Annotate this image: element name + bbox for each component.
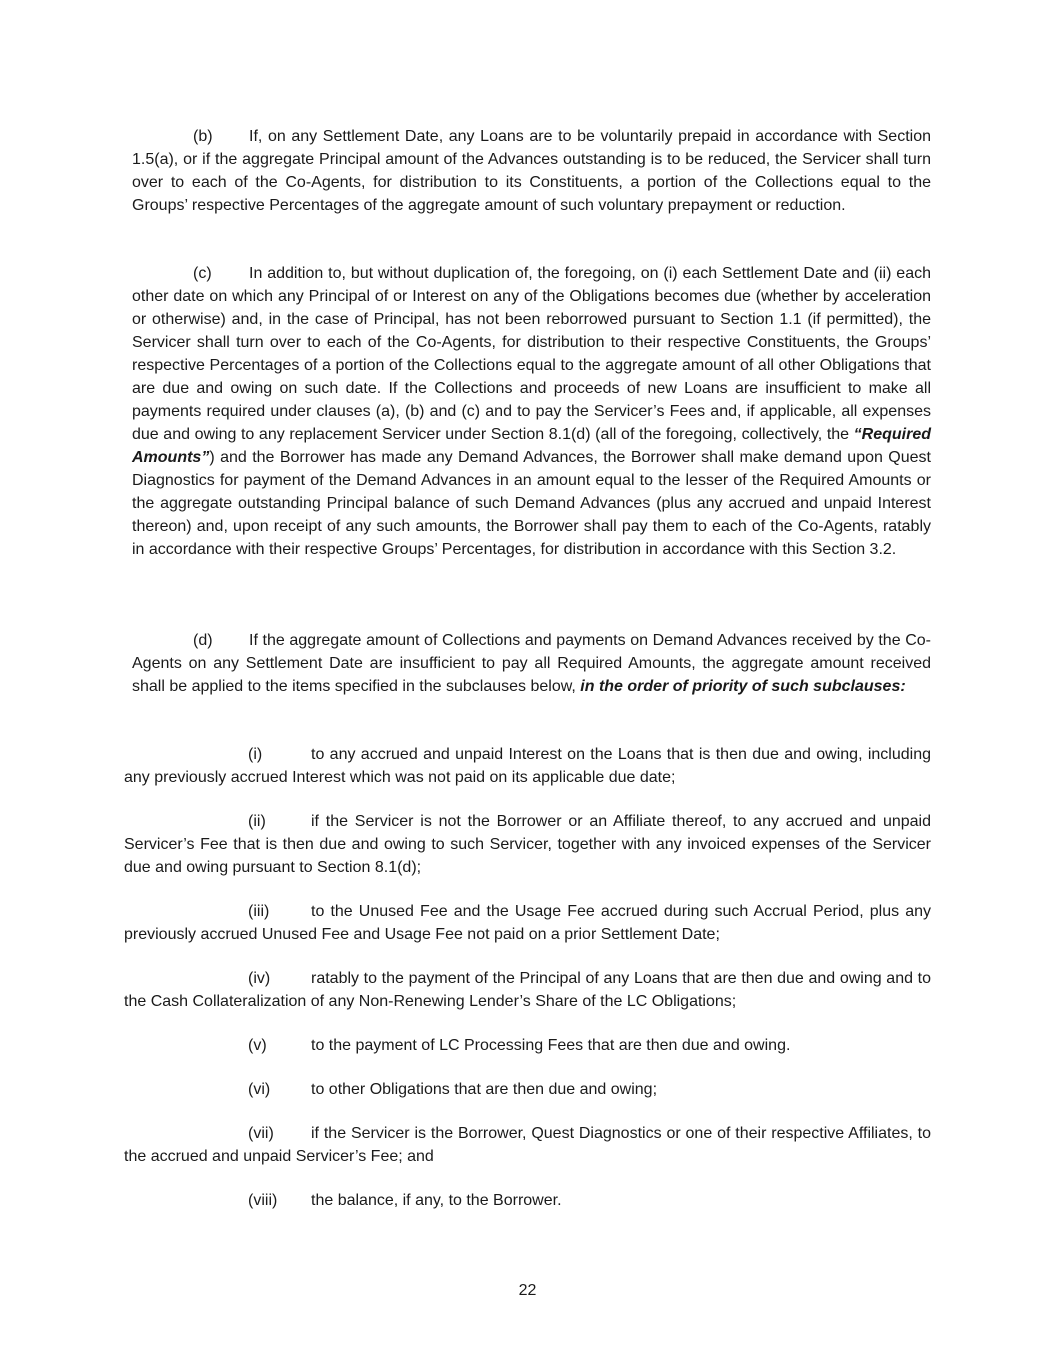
subclause-vi [248,1078,931,1101]
paragraph-text: If the aggregate amount of Collections and payments on Demand Advances received by the Co-Agents on any Settlement Date are insufficient to pay all Required Amounts, the aggregate amount received shall be applied to the items specified in the subclauses below, [132,632,931,695]
subclause-iv [124,967,931,1013]
subclause-ii [124,810,931,879]
paragraph-number: (c) [193,265,212,282]
subclause-number: (i) [248,746,263,763]
subclause-viii [248,1189,931,1212]
paragraph-d [132,629,931,698]
subclause-iii [124,900,931,946]
subclause-number: (iii) [248,903,270,920]
subclause-number: (viii) [248,1192,278,1209]
subclause-number: (iv) [248,970,271,987]
defined-term: “Required Amounts” [132,426,931,466]
subclause-text: to the payment of LC Processing Fees that are then due and owing. [311,1037,791,1054]
subclause-vii [124,1122,931,1168]
subclause-text: to other Obligations that are then due and owing; [311,1081,658,1098]
priority-emphasis: in the order of priority of such subclauses: [580,678,906,695]
subclause-text: to any accrued and unpaid Interest on the Loans that is then due and owing, including any previously accrued Interest which was not paid on its applicable due date; [124,746,931,786]
subclause-number: (vii) [248,1125,274,1142]
subclause-i [124,743,931,789]
paragraph-text: If, on any Settlement Date, any Loans are to be voluntarily prepaid in accordance with Section 1.5(a), or if the aggregate Principal amount of the Advances outstanding is to be reduced, the Servicer shall turn over to each of the Co-Agents, for distribution to its Constituents, a portion of the Collections equal to the Groups’ respective Percentages of the aggregate amount of such voluntary prepayment or reduction. [132,128,931,214]
subclause-text: if the Servicer is not the Borrower or an Affiliate thereof, to any accrued and unpaid Servicer’s Fee that is then due and owing to such Servicer, together with any invoiced expenses of the Servicer due and owing pursuant to Section 8.1(d); [124,813,931,876]
paragraph-text: In addition to, but without duplication of, the foregoing, on (i) each Settlement Date and (ii) each other date on which any Principal of or Interest on any of the Obligations becomes due (whether by acceleration or otherwise) and, in the case of Principal, has not been reborrowed pursuant to Section 1.1 (if permitted), the Servicer shall turn over to each of the Co-Agents, for distribution to their respective Constituents, the Groups’ respective Percentages of a portion of the Collections equal to the aggregate amount of all other Obligations that are due and owing on such date. If the Collections and proceeds of new Loans are insufficient to make all payments required under clauses (a), (b) and (c) and to pay the Servicer’s Fees and, if applicable, all expenses due and owing to any replacement Servicer under Section 8.1(d) (all of the foregoing, collectively, the [132,265,931,443]
subclause-text: ratably to the payment of the Principal of any Loans that are then due and owing and to the Cash Collateralization of any Non-Renewing Lender’s Share of the LC Obligations; [124,970,931,1010]
paragraph-number: (d) [193,632,213,649]
subclause-number: (vi) [248,1081,271,1098]
subclause-number: (v) [248,1037,267,1054]
subclause-v [248,1034,931,1057]
subclause-text: to the Unused Fee and the Usage Fee accrued during such Accrual Period, plus any previously accrued Unused Fee and Usage Fee not paid on a prior Settlement Date; [124,903,931,943]
paragraph-c [132,262,931,561]
paragraph-number: (b) [193,128,213,145]
paragraph-b [132,125,931,217]
subclause-text: if the Servicer is the Borrower, Quest Diagnostics or one of their respective Affiliates, to the accrued and unpaid Servicer’s Fee; and [124,1125,931,1165]
subclause-number: (ii) [248,813,266,830]
page-number: 22 [518,1282,537,1299]
subclause-text: the balance, if any, to the Borrower. [311,1192,562,1209]
paragraph-text: ) and the Borrower has made any Demand Advances, the Borrower shall make demand upon Quest Diagnostics for payment of the Demand Advances in an amount equal to the lesser of the Required Amounts or the aggregate outstanding Principal balance of such Demand Advances (plus any accrued and unpaid Interest thereon) and, upon receipt of any such amounts, the Borrower shall pay them to each of the Co-Agents, ratably in accordance with their respective Groups’ Percentages, for distribution in accordance with this Section 3.2. [132,449,931,558]
